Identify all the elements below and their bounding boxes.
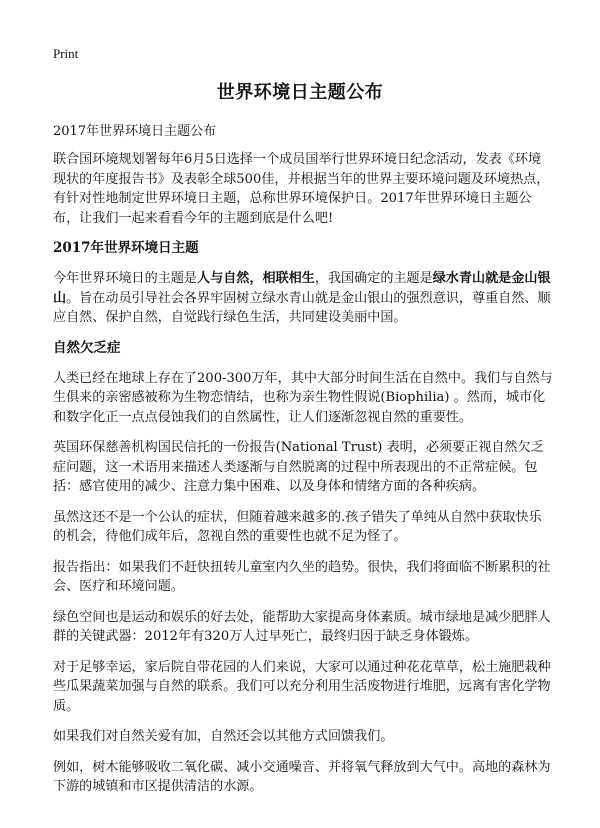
body-paragraph: 虽然这还不是一个公认的症状，但随着越来越多的.孩子错失了单纯从自然中获取快乐的机会，待他们成年后，忽视自然的重要性也就不足为怪了。 (53, 509, 542, 544)
body-paragraph: 绿色空间也是运动和娱乐的好去处，能帮助大家提高身体素质。城市绿地是减少肥胖人群的关键武器：2012年有320万人过早死亡，最终归因于缺乏身体锻炼。 (53, 609, 551, 644)
section-heading-theme: 2017年世界环境日主题 (53, 240, 199, 256)
section-heading-nature-deficit: 自然欠乏症 (53, 339, 121, 356)
body-paragraph: 例如，树木能够吸收二氧化碳、减小交通噪音、并将氧气释放到大气中。高地的森林为下游的城镇和市区提供清洁的水源。 (53, 759, 551, 794)
body-paragraph: 英国环保慈善机构国民信托的一份报告(National Trust) 表明，必须要正视自然欠乏症问题，这一术语用来描述人类逐渐与自然脱离的过程中所表现出的不正常症候。包括：感官使用的减少、注意力集中困难、以及身体和情绪方面的各种疾病。 (53, 440, 544, 494)
theme-global-highlight: 人与自然，相联相生 (197, 271, 315, 286)
body-paragraph: 如果我们对自然关爱有加，自然还会以其他方式回馈我们。 (53, 729, 394, 744)
page-title: 世界环境日主题公布 (216, 82, 384, 103)
body-paragraph: 报告指出：如果我们不赶快扭转儿童室内久坐的趋势。很快，我们将面临不断累积的社会、医疗和环境问题。 (53, 559, 551, 594)
theme-text-2: ，我国确定的主题是 (314, 271, 433, 286)
intro-paragraph: 联合国环境规划署每年6月5日选择一个成员国举行世界环境日纪念活动，发表《环境现状的年度报告书》及表彰全球500佳，并根据当年的世界主要环境问题及环境热点，有针对性地制定世界环境日主题，总称世界环境保护日。2017年世界环境日主题公布，让我们一起来看看今年的主题到底是什么吧! (53, 152, 550, 226)
body-paragraph: 人类已经在地球上存在了200-300万年，其中大部分时间生活在自然中。我们与自然与生俱来的亲密感被称为生物恋情结，也称为亲生物性假说(Biophilia) 。然而，城市化和数字化正一点点侵蚀我们的自然属性，让人们逐渐忽视自然的重要性。 (53, 370, 553, 425)
print-link[interactable]: Print (53, 46, 79, 61)
article-body (53, 150, 553, 808)
body-paragraph: 对于足够幸运，家后院自带花园的人们来说，大家可以通过种花花草草，松土施肥栽种些瓜果蔬菜加强与自然的联系。我们可以充分利用生活废物进行堆肥，远离有害化学物质。 (53, 659, 551, 714)
theme-china-highlight: 绿水青山就是金山银山 (53, 271, 551, 306)
theme-text-3: 。旨在动员引导社会各界牢固树立绿水青山就是金山银山的强烈意识，尊重自然、顺应自然、保护自然，自觉践行绿色生活，共同建设美丽中国。 (53, 290, 551, 325)
theme-text-1: 今年世界环境日的主题是 (53, 271, 198, 286)
page-subtitle: 2017年世界环境日主题公布 (53, 124, 217, 139)
theme-paragraph (53, 269, 553, 328)
